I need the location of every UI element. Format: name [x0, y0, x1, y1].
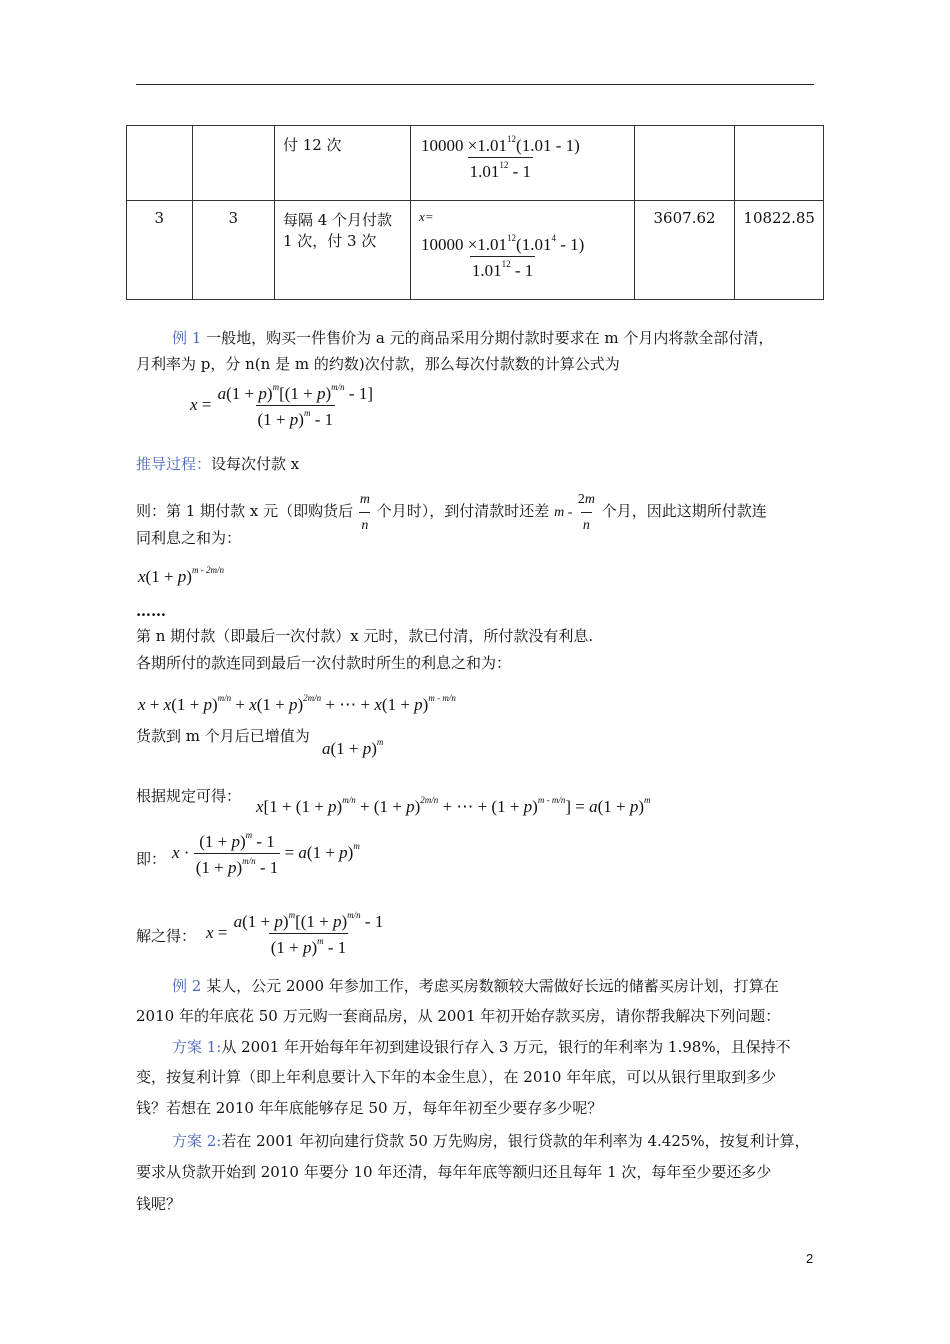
frac-m-n: $\frac{m}{n}$: [358, 505, 372, 520]
table-cell: [127, 126, 193, 201]
example1-text: 一般地，购买一件售价为 a 元的商品采用分期付款时要求在 m 个月内将款全部付清，: [206, 329, 774, 347]
goods-line: 货款到 m 个月后已增值为: [136, 727, 310, 745]
cell-line: 1 次，付 3 次: [282, 232, 377, 250]
table-row: [127, 126, 824, 201]
ie-line: 即：: [136, 850, 167, 868]
plan2-line1: [172, 1130, 810, 1152]
then-text-a: 则：第 1 期付款 x 元（即购货后: [136, 502, 354, 521]
page-number: 2: [806, 1251, 814, 1266]
formula-cell: [410, 201, 634, 300]
m-minus-2m-n: m - $\frac{2m}{n}$: [554, 505, 597, 520]
formula-first-term: $x(1 + p)^{m - 2m/n}$: [138, 565, 224, 586]
plan2-text: 若在 2001 年初向建行贷款 50 万先购房，银行贷款的年利率为 4.425%，按复利计算，: [221, 1132, 810, 1150]
cell-line: 每隔 4 个月付款: [282, 211, 393, 229]
solve-line: 解之得：: [136, 927, 197, 945]
formula-cell: [410, 126, 634, 201]
table-cell: 付 12 次: [274, 126, 410, 201]
then-text-c: 个月，因此这期所付款连: [601, 502, 767, 521]
table-cell: 3: [127, 201, 193, 300]
plan1-line3: 钱？若想在 2010 年年底能够存足 50 万，每年年初至少要存多少呢？: [136, 1099, 603, 1117]
table-cell: [192, 126, 274, 201]
ellipsis: ……: [136, 602, 166, 620]
derivation-line: [136, 453, 299, 475]
plan2-label: 方案 2:: [172, 1132, 222, 1150]
example1-line1: [172, 327, 773, 349]
formula-rule: $x[1 + (1 + p)^{m/n} + (1 + p)^{2m/n}$ + ⋯ + $(1 + p)^{m - m/n}] = a(1 + p)^m$: [256, 795, 651, 816]
table-cell: [634, 126, 735, 201]
then-text-b: 个月时），到付清款时还差: [376, 502, 550, 521]
plan2-line3: 钱呢？: [136, 1195, 182, 1213]
formula-row1: $\frac{10000 \times 1.01^{12}(1.01 - 1)}{1.01^{12} - 1}$: [420, 134, 580, 181]
table-cell: 3: [192, 201, 274, 300]
formula-solution: x = $\frac{a(1 + p)^m[(1 + p)^{m/n} - 1}{(1 + p)^m - 1}$: [206, 910, 384, 957]
then-line2: 同利息之和为：: [136, 529, 242, 547]
table-cell: 10822.85: [735, 201, 824, 300]
formula-ie: x · $\frac{(1 + p)^m - 1}{(1 + p)^{m/n} - 1}$ = $a(1 + p)^m$: [172, 830, 360, 877]
table-row: [127, 201, 824, 300]
nth-payment-line: 第 n 期付款（即最后一次付款）x 元时，款已付清，所付款没有利息.: [136, 627, 594, 645]
plan2-line2: 要求从贷款开始到 2010 年要分 10 年还清，每年年底等额归还且每年 1 次，每年至少要还多少: [136, 1163, 772, 1181]
example1-label: 例 1: [172, 329, 202, 347]
plan1-line1: [172, 1036, 791, 1058]
installment-table: [126, 125, 824, 300]
example2-line1: [172, 975, 779, 997]
example1-line2: 月利率为 p，分 n(n 是 m 的约数)次付款，那么每次付款数的计算公式为: [136, 355, 620, 373]
formula-prefix: x=: [418, 209, 434, 224]
formula-sum: $x + x(1 + p)^{m/n} + x(1 + p)^{2m/n}$ + ⋯ + $x(1 + p)^{m - m/n}$: [138, 693, 456, 714]
derivation-text: 设每次付款 x: [211, 455, 300, 473]
table-cell: [735, 126, 824, 201]
plan1-text: 从 2001 年开始每年年初到建设银行存入 3 万元，银行的年利率为 1.98%，且保持不: [221, 1038, 791, 1056]
rule-line: 根据规定可得：: [136, 787, 242, 805]
table-cell: 3607.62: [634, 201, 735, 300]
plan1-label: 方案 1:: [172, 1038, 222, 1056]
formula-row2: $\frac{10000 \times 1.01^{12}(1.01^4 - 1)}{1.01^{12} - 1}$: [420, 233, 585, 280]
header-rule: [136, 84, 814, 85]
plan1-line2: 变，按复利计算（即上年利息要计入下年的本金生息），在 2010 年年底，可以从银行里取到多少: [136, 1068, 777, 1086]
example2-line2: 2010 年的年底花 50 万元购一套商品房，从 2001 年初开始存款买房，请你帮我解决下列问题：: [136, 1007, 781, 1025]
example2-text: 某人，公元 2000 年参加工作，考虑买房数额较大需做好长远的储蓄买房计划，打算在: [206, 977, 779, 995]
formula-general: x = $\frac{a(1 + p)^m[(1 + p)^{m/n} - 1]}{(1 + p)^m - 1}$: [190, 382, 373, 429]
sum-intro-line: 各期所付的款连同到最后一次付款时所生的利息之和为：: [136, 654, 512, 672]
table-cell: [274, 201, 410, 300]
example2-label: 例 2: [172, 977, 202, 995]
formula-goods: $a(1 + p)^m$: [322, 737, 384, 758]
derivation-label: 推导过程：: [136, 455, 212, 473]
